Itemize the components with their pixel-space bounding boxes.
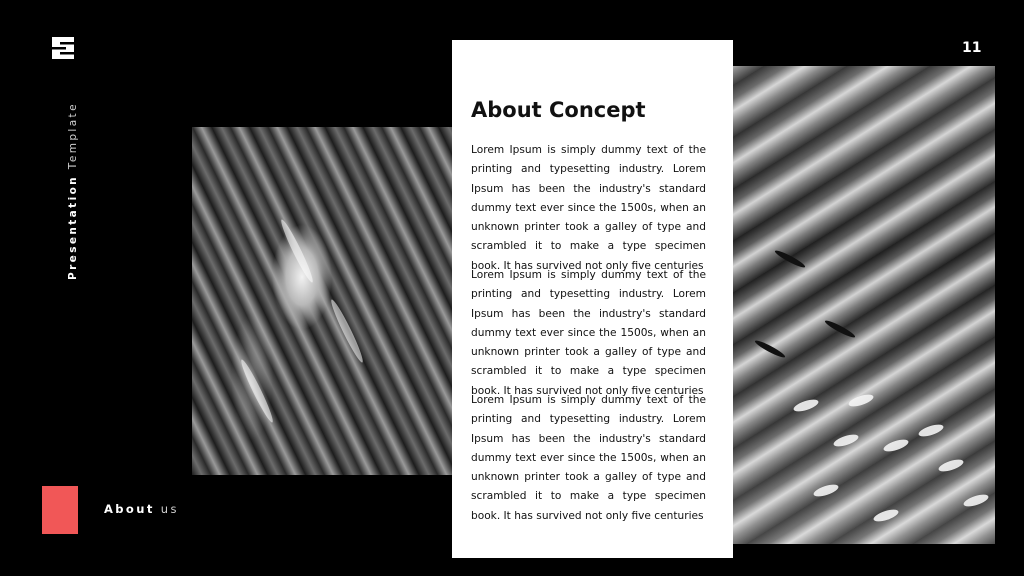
card-title: About Concept	[471, 98, 646, 122]
section-label-light: us	[160, 502, 179, 516]
accent-box	[42, 486, 78, 534]
card-paragraph-1: Lorem Ipsum is simply dummy text of the printing and typesetting industry. Lorem Ipsum has been the industry's standard dummy text ever since the 1500s, when an unknown printer took a galley of type and scrambled it to make a type specimen book. It has survived not only five centuries	[471, 144, 706, 272]
section-label-bold: About	[104, 502, 155, 516]
card-paragraph-3: Lorem Ipsum is simply dummy text of the printing and typesetting industry. Lorem Ipsum has been the industry's standard dummy text ever since the 1500s, when an unknown printer took a galley of type and scrambled it to make a type specimen book. It has survived not only five centuries	[471, 394, 706, 522]
sidebar-title-bold: Presentation	[67, 174, 79, 280]
abstract-image-right	[733, 66, 995, 544]
card-paragraph-2: Lorem Ipsum is simply dummy text of the printing and typesetting industry. Lorem Ipsum has been the industry's standard dummy text ever since the 1500s, when an unknown printer took a galley of type and scrambled it to make a type specimen book. It has survived not only five centuries	[471, 269, 706, 397]
menu-lines-icon	[52, 37, 74, 59]
section-label	[104, 502, 179, 516]
abstract-image-left	[192, 127, 454, 475]
page-number: 11	[962, 40, 982, 56]
sidebar-title-light: Template	[67, 102, 79, 170]
presentation-template-label	[67, 102, 79, 280]
about-concept-card	[452, 40, 733, 558]
